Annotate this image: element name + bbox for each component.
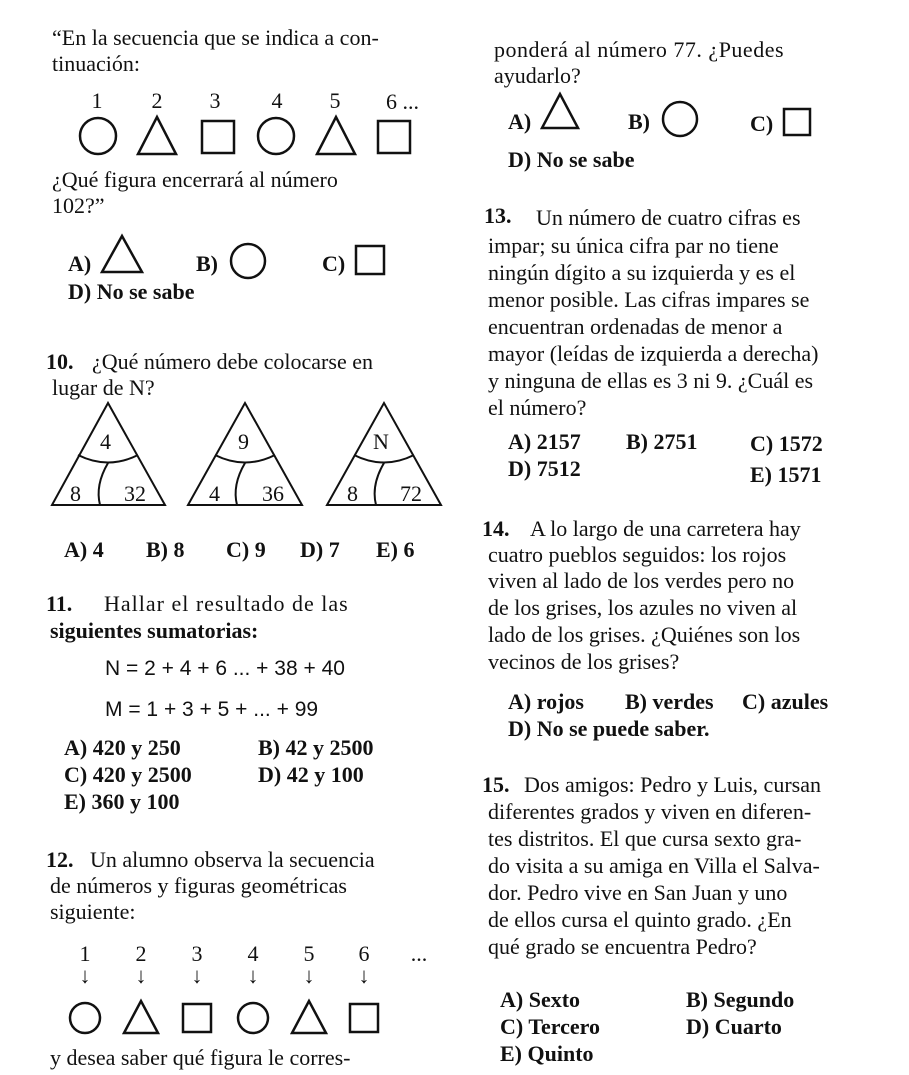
q12-number: 12. — [46, 847, 74, 872]
triangle3-right: 72 — [400, 481, 422, 506]
q13-number: 13. — [484, 203, 512, 228]
q12-text-line2: de números y figuras geométricas — [50, 873, 347, 898]
q12-option-d: D) No se sabe — [508, 147, 635, 172]
q13-option-e: E) 1571 — [750, 462, 822, 487]
triangle3-left: 8 — [347, 481, 358, 506]
q9-question-line1: ¿Qué figura encerrará al número — [52, 167, 338, 192]
q12-cont-line2: ayudarlo? — [494, 63, 581, 88]
q11-number: 11. — [46, 591, 73, 616]
triangle2-left: 4 — [209, 481, 220, 506]
q12-seq-number: 1 — [79, 941, 91, 966]
q14-line: lado de los grises. ¿Quiénes son los — [488, 622, 801, 647]
q14-option-c: C) azules — [742, 689, 829, 714]
q11-option-c: C) 420 y 2500 — [64, 762, 192, 787]
q11-option-b: B) 42 y 2500 — [258, 735, 374, 760]
q15-option-d: D) Cuarto — [686, 1014, 782, 1039]
q15-line: dor. Pedro vive en San Juan y uno — [488, 880, 788, 905]
q9-intro-line1: “En la secuencia que se indica a con- — [52, 25, 379, 50]
down-arrow-icon: ↓ — [135, 963, 147, 988]
q15-line: do visita a su amiga en Villa el Salva- — [488, 853, 820, 878]
q13-line: Un número de cuatro cifras es — [536, 205, 801, 230]
q12-option-b: B) — [628, 109, 650, 134]
down-arrow-icon: ↓ — [303, 963, 315, 988]
q12-seq-number: 4 — [247, 941, 259, 966]
q15-line: diferentes grados y viven en diferen- — [488, 799, 812, 824]
q15-option-e: E) Quinto — [500, 1041, 594, 1066]
q11-option-e: E) 360 y 100 — [64, 789, 180, 814]
q15-number: 15. — [482, 772, 510, 797]
q11-equation-n: N = 2 + 4 + 6 ... + 38 + 40 — [105, 657, 345, 680]
q12-option-c: C) — [750, 111, 774, 136]
q13-line: y ninguna de ellas es 3 ni 9. ¿Cuál es — [488, 368, 814, 393]
triangle-shape — [542, 94, 578, 128]
q9-seq-number: 5 — [329, 88, 341, 113]
q9-intro-line2: tinuación: — [52, 51, 140, 76]
q11-option-d: D) 42 y 100 — [258, 762, 364, 787]
down-arrow-icon: ↓ — [247, 963, 259, 988]
down-arrow-icon: ↓ — [191, 963, 203, 988]
q14-line: de los grises, los azules no viven al — [488, 595, 798, 620]
q15-option-b: B) Segundo — [686, 987, 795, 1012]
q13-option-d: D) 7512 — [508, 456, 581, 481]
q15-option-a: A) Sexto — [500, 987, 581, 1012]
triangle1-top: 4 — [100, 429, 111, 454]
q14-option-d: D) No se puede saber. — [508, 716, 710, 741]
q9-seq-number: 4 — [271, 88, 283, 113]
q10-option-d: D) 7 — [300, 537, 340, 562]
q13-line: impar; su única cifra par no tiene — [488, 233, 779, 258]
q15-option-c: C) Tercero — [500, 1014, 600, 1039]
q11-text-line2: siguientes sumatorias: — [50, 618, 259, 643]
q13-line: mayor (leídas de izquierda a derecha) — [488, 341, 819, 366]
q15-line: qué grado se encuentra Pedro? — [488, 934, 757, 959]
q14-number: 14. — [482, 516, 510, 541]
q14-line: cuatro pueblos seguidos: los rojos — [488, 542, 787, 567]
q11-equation-m: M = 1 + 3 + 5 + ... + 99 — [105, 698, 319, 721]
q12-seq-number: 2 — [135, 941, 147, 966]
q12-seq-number: 3 — [191, 941, 203, 966]
q12-text-line1: Un alumno observa la secuencia — [90, 847, 375, 872]
q10-option-a: A) 4 — [64, 537, 104, 562]
triangle3-top: N — [373, 429, 389, 454]
triangle1-right: 32 — [124, 481, 146, 506]
q13-line: el número? — [488, 395, 587, 420]
q14-line: viven al lado de los verdes pero no — [488, 568, 795, 593]
q12-seq-number: 6 — [358, 941, 370, 966]
down-arrow-icon: ↓ — [79, 963, 91, 988]
q15-line: de ellos cursa el quinto grado. ¿En — [488, 907, 792, 932]
q14-option-b: B) verdes — [625, 689, 714, 714]
q10-option-b: B) 8 — [146, 537, 185, 562]
q12-continued-text: y desea saber qué figura le corres- — [50, 1045, 351, 1070]
q14-option-a: A) rojos — [508, 689, 584, 714]
q12-seq-number: ... — [410, 941, 428, 966]
q13-option-c: C) 1572 — [750, 431, 823, 456]
q9-option-b: B) — [196, 251, 218, 276]
q15-line: tes distritos. El que cursa sexto gra- — [488, 826, 802, 851]
q11-text-line1: Hallar el resultado de las — [104, 591, 349, 616]
q11-option-a: A) 420 y 250 — [64, 735, 181, 760]
q12-text-line3: siguiente: — [50, 899, 136, 924]
q15-line: Dos amigos: Pedro y Luis, cursan — [524, 772, 821, 797]
q13-line: ningún dígito a su izquierda y es el — [488, 260, 796, 285]
triangle1-left: 8 — [70, 481, 81, 506]
q9-option-c: C) — [322, 251, 346, 276]
q14-line: A lo largo de una carretera hay — [530, 516, 801, 541]
q13-line: menor posible. Las cifras impares se — [488, 287, 810, 312]
triangle2-right: 36 — [262, 481, 284, 506]
circle-shape — [663, 102, 697, 136]
down-arrow-icon: ↓ — [358, 963, 370, 988]
q9-question-line2: 102?” — [52, 193, 105, 218]
q10-number: 10. — [46, 349, 74, 374]
square-shape — [784, 109, 810, 135]
q12-cont-line1: ponderá al número 77. ¿Puedes — [494, 37, 785, 62]
q14-line: vecinos de los grises? — [488, 649, 680, 674]
q9-seq-number: 6 ... — [386, 89, 419, 114]
q9-option-a: A) — [68, 251, 92, 276]
q10-option-c: C) 9 — [226, 537, 266, 562]
q9-seq-number: 1 — [91, 88, 103, 113]
q10-text-line1: ¿Qué número debe colocarse en — [92, 349, 373, 374]
q13-option-b: B) 2751 — [626, 429, 698, 454]
q13-option-a: A) 2157 — [508, 429, 581, 454]
triangle2-top: 9 — [238, 429, 249, 454]
q12-seq-number: 5 — [303, 941, 315, 966]
q10-option-e: E) 6 — [376, 537, 415, 562]
q9-seq-number: 2 — [151, 88, 163, 113]
q12-option-a: A) — [508, 109, 532, 134]
q9-option-d: D) No se sabe — [68, 279, 195, 304]
q9-seq-number: 3 — [209, 88, 221, 113]
q10-text-line2: lugar de N? — [52, 375, 155, 400]
q13-line: encuentran ordenadas de menor a — [488, 314, 783, 339]
